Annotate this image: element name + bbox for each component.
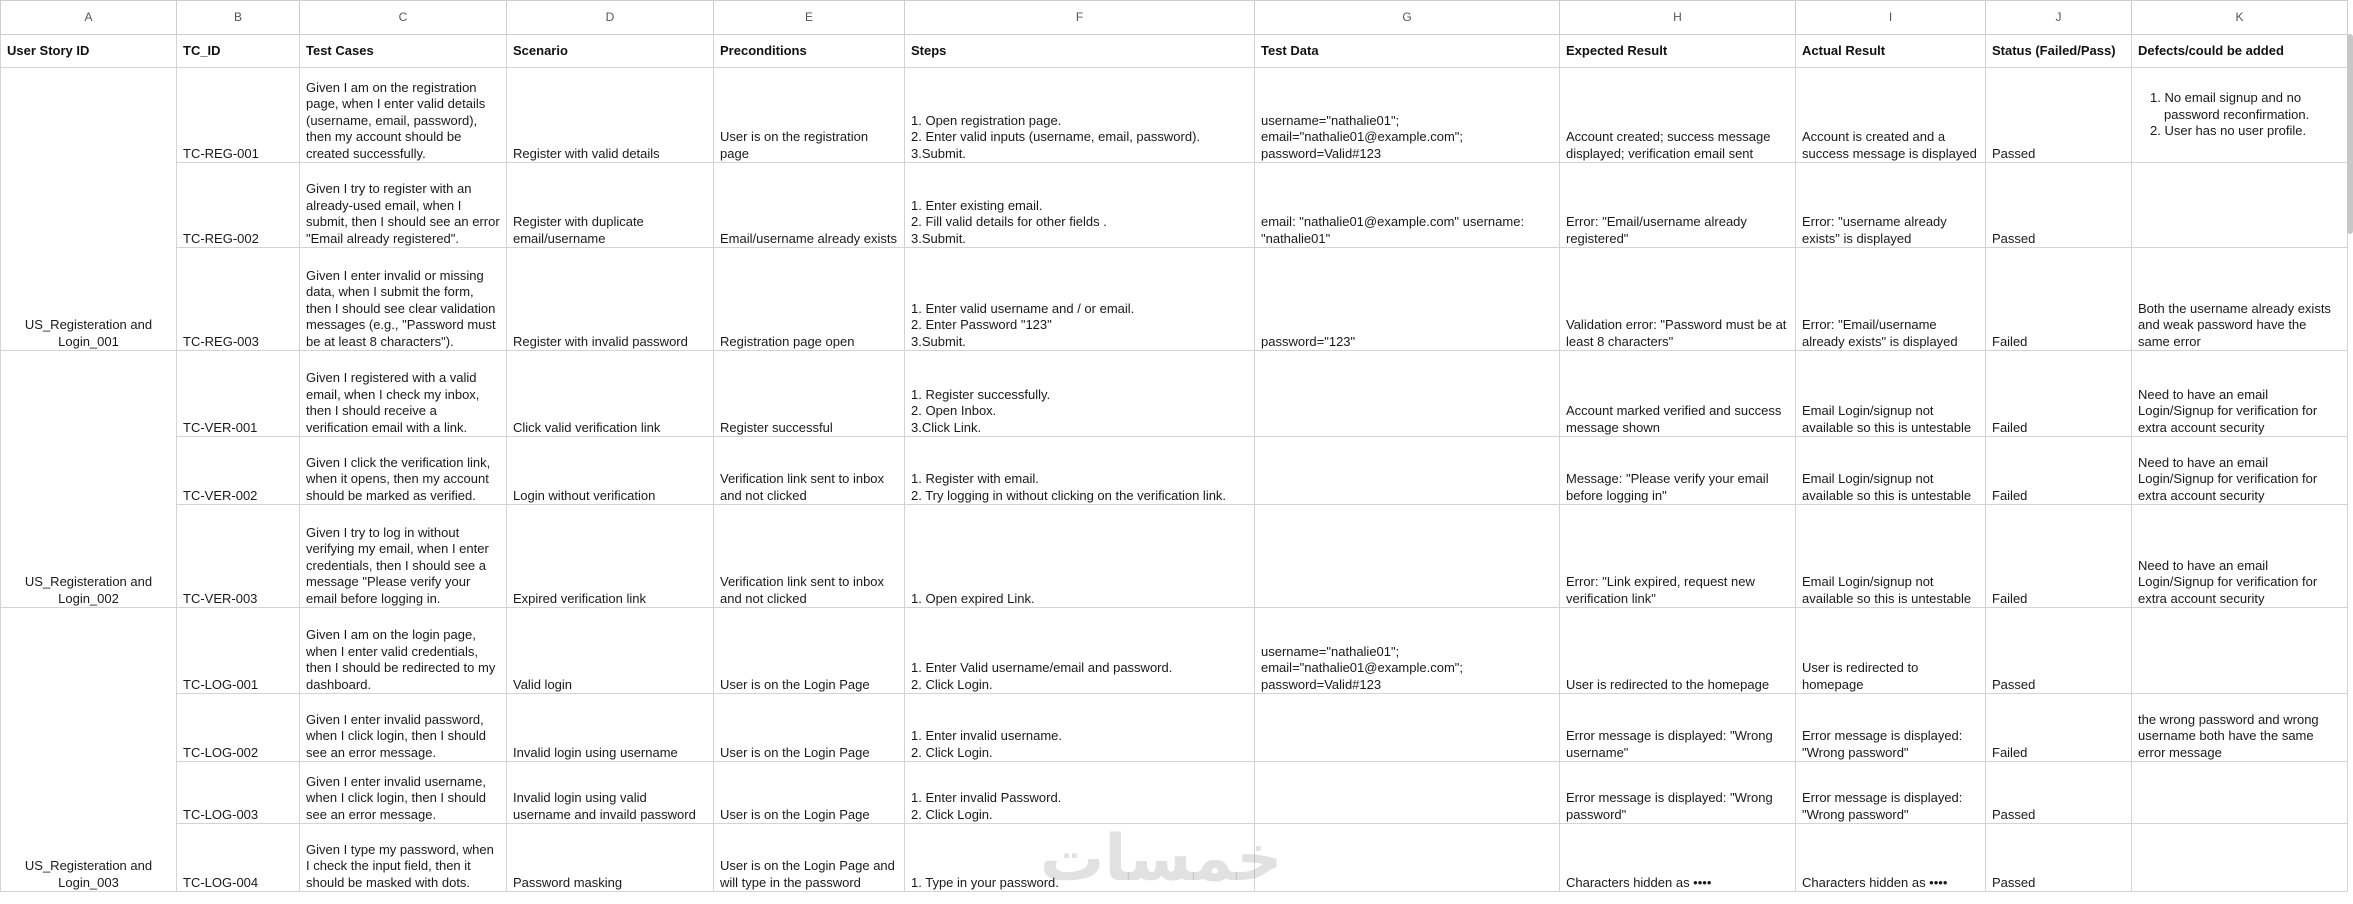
steps-cell-line: 2. Enter Password "123"	[911, 317, 1052, 332]
user-story-id-cell[interactable]: US_Registeration and Login_003	[1, 608, 177, 892]
steps-cell-line: 1. Enter Valid username/email and password.	[911, 660, 1173, 675]
column-letter-row	[1, 1, 2348, 35]
defects-cell[interactable]	[2132, 163, 2348, 248]
tc-id-cell[interactable]: TC-REG-001	[177, 68, 300, 163]
steps-cell[interactable]	[905, 68, 1255, 163]
test-case-cell[interactable]: Given I am on the login page, when I enter valid credentials, then I should be redirected to my dashboard.	[300, 608, 507, 694]
actual-result-cell[interactable]: Error message is displayed: "Wrong password"	[1796, 762, 1986, 824]
steps-cell-list	[911, 660, 1248, 693]
status-cell[interactable]: Passed	[1986, 608, 2132, 694]
test-data-cell-line: username="nathalie01";	[1261, 112, 1400, 128]
column-letter-e[interactable]: E	[714, 1, 905, 35]
test-data-cell-list	[1261, 644, 1553, 694]
steps-cell-line: 3.Submit.	[911, 333, 966, 349]
defects-cell-line: Need to have an email Login/Signup for verification for extra account security	[2138, 454, 2318, 503]
expected-result-cell[interactable]: Message: "Please verify your email before logging in"	[1560, 437, 1796, 505]
test-data-cell[interactable]	[1255, 351, 1560, 437]
test-data-cell-line: email: "nathalie01@example.com" username: "nathalie01"	[1261, 214, 1525, 246]
preconditions-cell[interactable]: Register successful	[714, 351, 905, 437]
status-cell[interactable]: Passed	[1986, 68, 2132, 163]
steps-cell[interactable]	[905, 163, 1255, 248]
steps-cell-line: 2. Open Inbox.	[911, 403, 997, 418]
column-letter-b[interactable]: B	[177, 1, 300, 35]
header-test-cases[interactable]: Test Cases	[300, 35, 507, 68]
column-letter-d[interactable]: D	[507, 1, 714, 35]
steps-cell[interactable]	[905, 608, 1255, 694]
tc-id-cell[interactable]: TC-VER-003	[177, 505, 300, 608]
expected-result-cell[interactable]: Validation error: "Password must be at least 8 characters"	[1560, 248, 1796, 351]
test-case-cell[interactable]: Given I enter invalid password, when I click login, then I should see an error message.	[300, 694, 507, 762]
scenario-cell[interactable]: Register with valid details	[507, 68, 714, 163]
steps-cell[interactable]	[905, 437, 1255, 505]
defects-cell-line: Need to have an email Login/Signup for verification for extra account security	[2138, 386, 2318, 435]
test-data-cell[interactable]	[1255, 163, 1560, 248]
scenario-cell[interactable]: Invalid login using username	[507, 694, 714, 762]
status-cell[interactable]: Failed	[1986, 248, 2132, 351]
test-data-cell[interactable]	[1255, 437, 1560, 505]
expected-result-cell[interactable]: Error message is displayed: "Wrong password"	[1560, 762, 1796, 824]
defects-cell-line: 1. No email signup and no password reconfirmation.	[2150, 90, 2310, 122]
test-case-cell[interactable]: Given I registered with a valid email, when I check my inbox, then I should receive a verification email with a link.	[300, 351, 507, 437]
steps-cell-line: 1. Enter existing email.	[911, 197, 1043, 213]
tc-id-cell[interactable]: TC-VER-002	[177, 437, 300, 505]
preconditions-cell[interactable]: Email/username already exists	[714, 163, 905, 248]
steps-cell-line: 2. Click Login.	[911, 806, 993, 822]
status-cell[interactable]: Passed	[1986, 824, 2132, 892]
defects-cell-list	[2138, 301, 2341, 351]
preconditions-cell[interactable]: User is on the registration page	[714, 68, 905, 163]
status-cell[interactable]: Passed	[1986, 762, 2132, 824]
column-letter-h[interactable]: H	[1560, 1, 1796, 35]
defects-cell[interactable]	[2132, 694, 2348, 762]
test-case-cell[interactable]: Given I try to log in without verifying my email, when I enter credentials, then I should see a message "Please verify your email before logging in.	[300, 505, 507, 608]
test-data-cell-line: username="nathalie01";	[1261, 643, 1400, 659]
steps-cell-line: 1. Enter invalid username.	[911, 728, 1063, 743]
test-data-cell-list	[1261, 113, 1553, 163]
preconditions-cell[interactable]: Verification link sent to inbox and not clicked	[714, 505, 905, 608]
header-user-story-id[interactable]: User Story ID	[1, 35, 177, 68]
test-data-cell[interactable]	[1255, 248, 1560, 351]
actual-result-cell[interactable]: Error message is displayed: "Wrong password"	[1796, 694, 1986, 762]
user-story-id-cell[interactable]: US_Registeration and Login_002	[1, 351, 177, 608]
table-row	[1, 694, 2348, 762]
header-row	[1, 35, 2348, 68]
steps-cell-list	[911, 471, 1248, 504]
test-case-cell[interactable]: Given I type my password, when I check the input field, then it should be masked with dots.	[300, 824, 507, 892]
test-data-cell-line: password="123"	[1261, 333, 1356, 349]
column-letter-c[interactable]: C	[300, 1, 507, 35]
test-case-cell[interactable]: Given I am on the registration page, when I enter valid details (username, email, password), then my account should be created successfully.	[300, 68, 507, 163]
header-scenario[interactable]: Scenario	[507, 35, 714, 68]
tc-id-cell[interactable]: TC-REG-002	[177, 163, 300, 248]
actual-result-cell[interactable]: Account is created and a success message is displayed	[1796, 68, 1986, 163]
column-letter-g[interactable]: G	[1255, 1, 1560, 35]
expected-result-cell[interactable]: User is redirected to the homepage	[1560, 608, 1796, 694]
defects-cell[interactable]	[2132, 824, 2348, 892]
status-cell[interactable]: Failed	[1986, 351, 2132, 437]
steps-cell-line: 1. Open expired Link.	[911, 590, 1035, 606]
actual-result-cell[interactable]: Error: "Email/username already exists" is displayed	[1796, 248, 1986, 351]
steps-cell[interactable]	[905, 505, 1255, 608]
tc-id-cell[interactable]: TC-VER-001	[177, 351, 300, 437]
preconditions-cell[interactable]: User is on the Login Page	[714, 762, 905, 824]
header-status[interactable]: Status (Failed/Pass)	[1986, 35, 2132, 68]
table-row	[1, 437, 2348, 505]
steps-cell-line: 1. Enter valid username and / or email.	[911, 300, 1135, 316]
test-data-cell-list	[1261, 214, 1553, 247]
steps-cell-line: 3.Submit.	[911, 145, 966, 161]
steps-cell-list	[911, 591, 1248, 608]
defects-cell-line: Need to have an email Login/Signup for verification for extra account security	[2138, 557, 2318, 606]
steps-cell-line: 2. Click Login.	[911, 676, 993, 692]
scenario-cell[interactable]: Register with duplicate email/username	[507, 163, 714, 248]
tc-id-cell[interactable]: TC-LOG-001	[177, 608, 300, 694]
test-data-cell-line: email="nathalie01@example.com";	[1261, 660, 1464, 675]
defects-cell-line: 2. User has no user profile.	[2150, 123, 2307, 139]
test-data-cell-line: email="nathalie01@example.com";	[1261, 129, 1464, 144]
defects-cell[interactable]	[2132, 505, 2348, 608]
status-cell[interactable]: Failed	[1986, 694, 2132, 762]
defects-cell[interactable]	[2132, 351, 2348, 437]
table-row	[1, 163, 2348, 248]
expected-result-cell[interactable]: Account marked verified and success message shown	[1560, 351, 1796, 437]
defects-cell-line: the wrong password and wrong username both have the same error message	[2138, 711, 2319, 760]
steps-cell-line: 1. Type in your password.	[911, 874, 1059, 890]
steps-cell[interactable]	[905, 762, 1255, 824]
actual-result-cell[interactable]: Characters hidden as ••••	[1796, 824, 1986, 892]
test-case-cell[interactable]: Given I try to register with an already-used email, when I submit, then I should see an error "Email already registered".	[300, 163, 507, 248]
steps-cell-list	[911, 301, 1248, 351]
scenario-cell[interactable]: Valid login	[507, 608, 714, 694]
actual-result-cell[interactable]: Error: "username already exists" is displayed	[1796, 163, 1986, 248]
steps-cell-list	[911, 387, 1248, 437]
preconditions-cell[interactable]: User is on the Login Page and will type in the password	[714, 824, 905, 892]
actual-result-cell[interactable]: User is redirected to homepage	[1796, 608, 1986, 694]
vertical-scrollbar[interactable]	[2347, 34, 2353, 234]
steps-cell[interactable]	[905, 351, 1255, 437]
test-case-cell[interactable]: Given I click the verification link, when it opens, then my account should be marked as verified.	[300, 437, 507, 505]
steps-cell[interactable]	[905, 694, 1255, 762]
scenario-cell[interactable]: Expired verification link	[507, 505, 714, 608]
steps-cell-line: 1. Register with email.	[911, 471, 1039, 486]
steps-cell-line: 1. Enter invalid Password.	[911, 790, 1062, 805]
column-letter-f[interactable]: F	[905, 1, 1255, 35]
defects-cell-line: Both the username already exists and weak password have the same error	[2138, 300, 2331, 349]
table-row	[1, 351, 2348, 437]
steps-cell-list	[911, 790, 1248, 823]
defects-cell-list	[2138, 90, 2341, 140]
steps-cell-list	[911, 198, 1248, 248]
tc-id-cell[interactable]: TC-LOG-002	[177, 694, 300, 762]
header-defects[interactable]: Defects/could be added	[2132, 35, 2348, 68]
tc-id-cell[interactable]: TC-LOG-003	[177, 762, 300, 824]
steps-cell-line: 3.Submit.	[911, 230, 966, 246]
defects-cell-list	[2138, 558, 2341, 608]
defects-cell-list	[2138, 387, 2341, 437]
header-expected-result[interactable]: Expected Result	[1560, 35, 1796, 68]
defects-cell[interactable]	[2132, 248, 2348, 351]
steps-cell-line: 2. Enter valid inputs (username, email, password).	[911, 129, 1201, 144]
table-row	[1, 762, 2348, 824]
header-tc-id[interactable]: TC_ID	[177, 35, 300, 68]
test-data-cell[interactable]	[1255, 505, 1560, 608]
watermark-logo: خمسات	[1040, 822, 1283, 896]
defects-cell[interactable]	[2132, 762, 2348, 824]
header-steps[interactable]: Steps	[905, 35, 1255, 68]
table-row	[1, 505, 2348, 608]
column-letter-i[interactable]: I	[1796, 1, 1986, 35]
steps-cell-line: 1. Open registration page.	[911, 112, 1062, 128]
steps-cell-line: 2. Click Login.	[911, 744, 993, 760]
expected-result-cell[interactable]: Account created; success message displayed; verification email sent	[1560, 68, 1796, 163]
actual-result-cell[interactable]: Email Login/signup not available so this is untestable	[1796, 505, 1986, 608]
expected-result-cell[interactable]: Error message is displayed: "Wrong username"	[1560, 694, 1796, 762]
expected-result-cell[interactable]: Characters hidden as ••••	[1560, 824, 1796, 892]
steps-cell-line: 2. Try logging in without clicking on the verification link.	[911, 487, 1227, 503]
tc-id-cell[interactable]: TC-LOG-004	[177, 824, 300, 892]
defects-cell[interactable]	[2132, 68, 2348, 163]
header-preconditions[interactable]: Preconditions	[714, 35, 905, 68]
preconditions-cell[interactable]: User is on the Login Page	[714, 694, 905, 762]
expected-result-cell[interactable]: Error: "Link expired, request new verification link"	[1560, 505, 1796, 608]
defects-cell-list	[2138, 455, 2341, 505]
defects-cell[interactable]	[2132, 437, 2348, 505]
steps-cell-list	[911, 728, 1248, 761]
test-data-cell[interactable]	[1255, 68, 1560, 163]
test-case-cell[interactable]: Given I enter invalid username, when I click login, then I should see an error message.	[300, 762, 507, 824]
test-case-cell[interactable]: Given I enter invalid or missing data, when I submit the form, then I should see clear validation messages (e.g., "Password must be at least 8 characters").	[300, 248, 507, 351]
test-data-cell[interactable]	[1255, 762, 1560, 824]
scenario-cell[interactable]: Login without verification	[507, 437, 714, 505]
header-test-data[interactable]: Test Data	[1255, 35, 1560, 68]
steps-cell-list	[911, 113, 1248, 163]
column-letter-j[interactable]: J	[1986, 1, 2132, 35]
steps-cell[interactable]	[905, 248, 1255, 351]
steps-cell-line: 3.Click Link.	[911, 419, 982, 435]
steps-cell-line: 2. Fill valid details for other fields .	[911, 214, 1107, 229]
tc-id-cell[interactable]: TC-REG-003	[177, 248, 300, 351]
defects-cell[interactable]	[2132, 608, 2348, 694]
status-cell[interactable]: Passed	[1986, 163, 2132, 248]
preconditions-cell[interactable]: Registration page open	[714, 248, 905, 351]
user-story-id-cell[interactable]: US_Registeration and Login_001	[1, 68, 177, 351]
test-data-cell[interactable]	[1255, 608, 1560, 694]
scenario-cell[interactable]: Invalid login using valid username and invaild password	[507, 762, 714, 824]
column-letter-a[interactable]: A	[1, 1, 177, 35]
preconditions-cell[interactable]: User is on the Login Page	[714, 608, 905, 694]
test-data-cell[interactable]	[1255, 694, 1560, 762]
scenario-cell[interactable]: Register with invalid password	[507, 248, 714, 351]
actual-result-cell[interactable]: Email Login/signup not available so this is untestable	[1796, 351, 1986, 437]
table-row	[1, 248, 2348, 351]
column-letter-k[interactable]: K	[2132, 1, 2348, 35]
defects-cell-list	[2138, 712, 2341, 762]
actual-result-cell[interactable]: Email Login/signup not available so this is untestable	[1796, 437, 1986, 505]
steps-cell-line: 1. Register successfully.	[911, 386, 1051, 402]
expected-result-cell[interactable]: Error: "Email/username already registered"	[1560, 163, 1796, 248]
test-data-cell-line: password=Valid#123	[1261, 145, 1382, 161]
status-cell[interactable]: Failed	[1986, 505, 2132, 608]
scenario-cell[interactable]: Password masking	[507, 824, 714, 892]
test-data-cell[interactable]	[1255, 824, 1560, 892]
header-actual-result[interactable]: Actual Result	[1796, 35, 1986, 68]
test-data-cell-list	[1261, 334, 1553, 351]
scenario-cell[interactable]: Click valid verification link	[507, 351, 714, 437]
table-row	[1, 608, 2348, 694]
table-row	[1, 68, 2348, 163]
preconditions-cell[interactable]: Verification link sent to inbox and not clicked	[714, 437, 905, 505]
status-cell[interactable]: Failed	[1986, 437, 2132, 505]
test-data-cell-line: password=Valid#123	[1261, 676, 1382, 692]
